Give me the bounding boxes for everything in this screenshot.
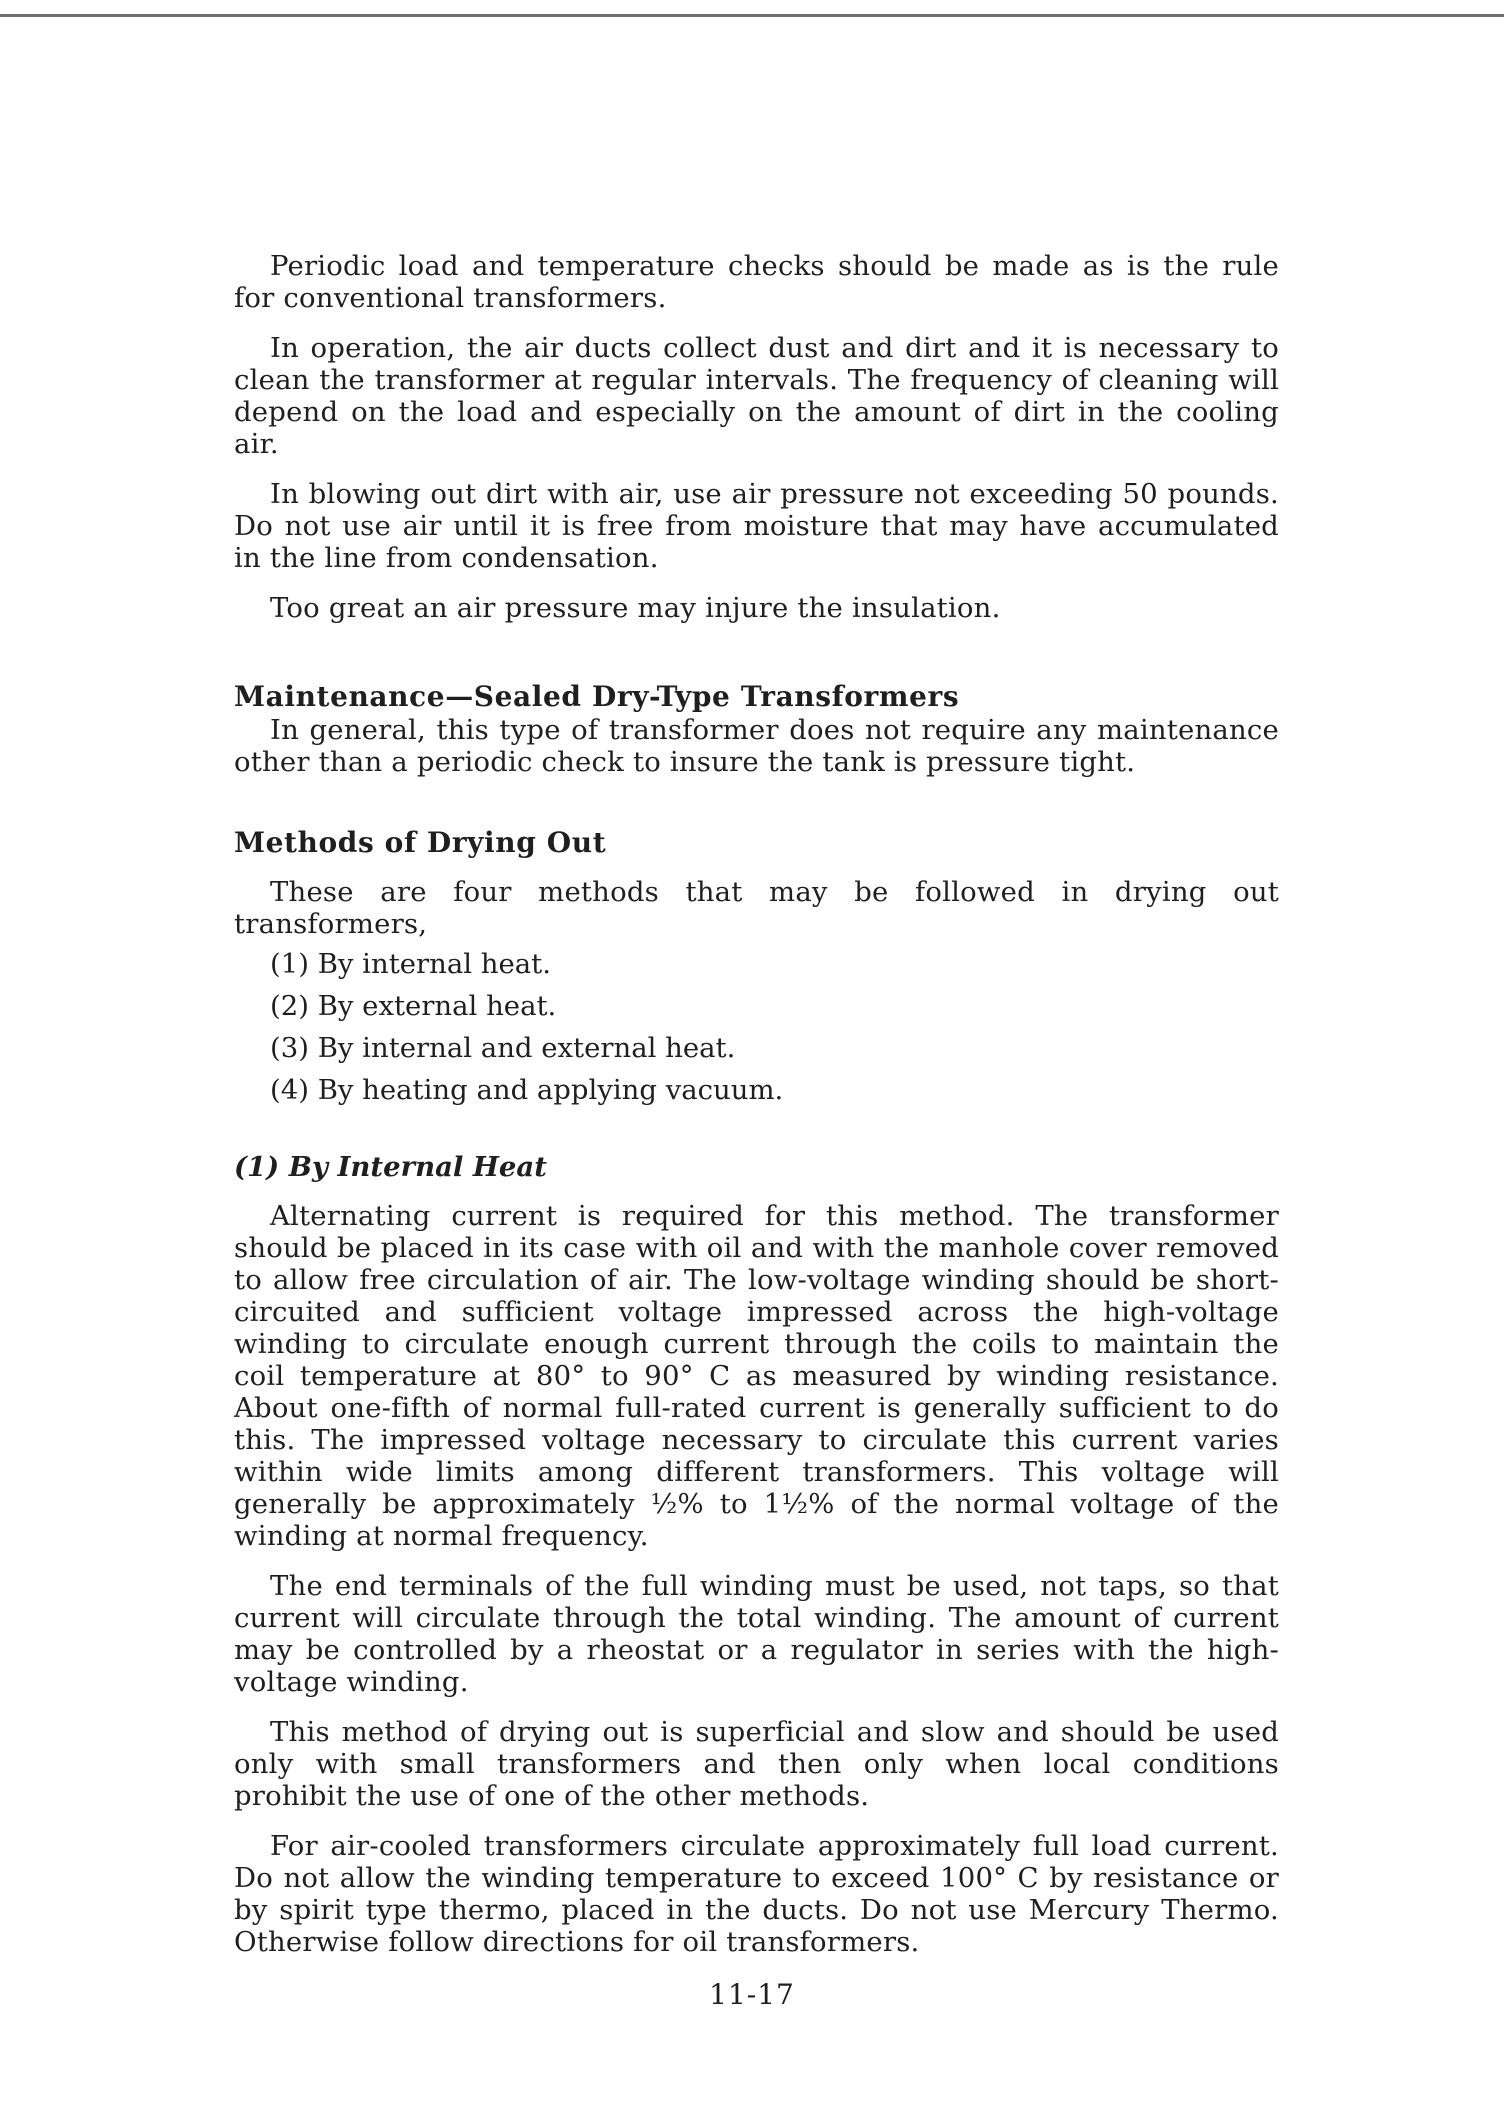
drying-section-heading: Methods of Drying Out xyxy=(234,826,607,859)
drying-methods-list xyxy=(234,948,1279,1106)
page-body xyxy=(234,250,1279,1958)
sealed-section-heading: Maintenance—Sealed Dry-Type Transformers xyxy=(234,680,960,713)
internal-heat-paragraph-3: This method of drying out is superficial and slow and should be used only with small transformers and then only when local conditions prohibit the use of one of the other methods. xyxy=(234,1716,1279,1812)
intro-paragraph-4: Too great an air pressure may injure the insulation. xyxy=(270,592,1001,624)
internal-heat-paragraph-1: Alternating current is required for this method. The transformer should be placed in its case with oil and with the manhole cover removed to allow free circulation of air. The low-voltage winding should be short-circuited and sufficient voltage impressed across the high-voltage winding to circulate enough current through the coils to maintain the coil temperature at 80° to 90° C as measured by winding resistance. About one-fifth of normal full-rated current is generally sufficient to do this. The impressed voltage necessary to circulate this current varies within wide limits among different transformers. This voltage will generally be approximately ½% to 1½% of the normal voltage of the winding at normal frequency. xyxy=(234,1200,1279,1552)
list-item: (4) By heating and applying vacuum. xyxy=(270,1074,784,1106)
intro-paragraph-2: In operation, the air ducts collect dust and dirt and it is necessary to clean the transformer at regular intervals. The frequency of cleaning will depend on the load and especially on the amount of dirt in the cooling air. xyxy=(234,332,1279,460)
list-item: (3) By internal and external heat. xyxy=(270,1032,736,1064)
page-number: 11-17 xyxy=(709,1978,795,2011)
top-border-rule xyxy=(0,14,1504,17)
list-item: (1) By internal heat. xyxy=(270,948,551,980)
intro-paragraph-1: Periodic load and temperature checks should be made as is the rule for conventional transformers. xyxy=(234,250,1279,314)
list-item: (2) By external heat. xyxy=(270,990,557,1022)
intro-paragraph-3: In blowing out dirt with air, use air pressure not exceeding 50 pounds. Do not use air until it is free from moisture that may have accumulated in the line from condensation. xyxy=(234,478,1279,574)
internal-heat-heading: (1) By Internal Heat xyxy=(234,1151,547,1183)
internal-heat-paragraph-4: For air-cooled transformers circulate approximately full load current. Do not allow the winding temperature to exceed 100° C by resistance or by spirit type thermo, placed in the ducts. Do not use Mercury Thermo. Otherwise follow directions for oil transformers. xyxy=(234,1830,1279,1958)
internal-heat-paragraph-2: The end terminals of the full winding must be used, not taps, so that current will circulate through the total winding. The amount of current may be controlled by a rheostat or a regulator in series with the high-voltage winding. xyxy=(234,1570,1279,1698)
sealed-section-paragraph: In general, this type of transformer does not require any maintenance other than a periodic check to insure the tank is pressure tight. xyxy=(234,714,1279,778)
drying-section-intro: These are four methods that may be followed in drying out transformers, xyxy=(234,876,1279,940)
